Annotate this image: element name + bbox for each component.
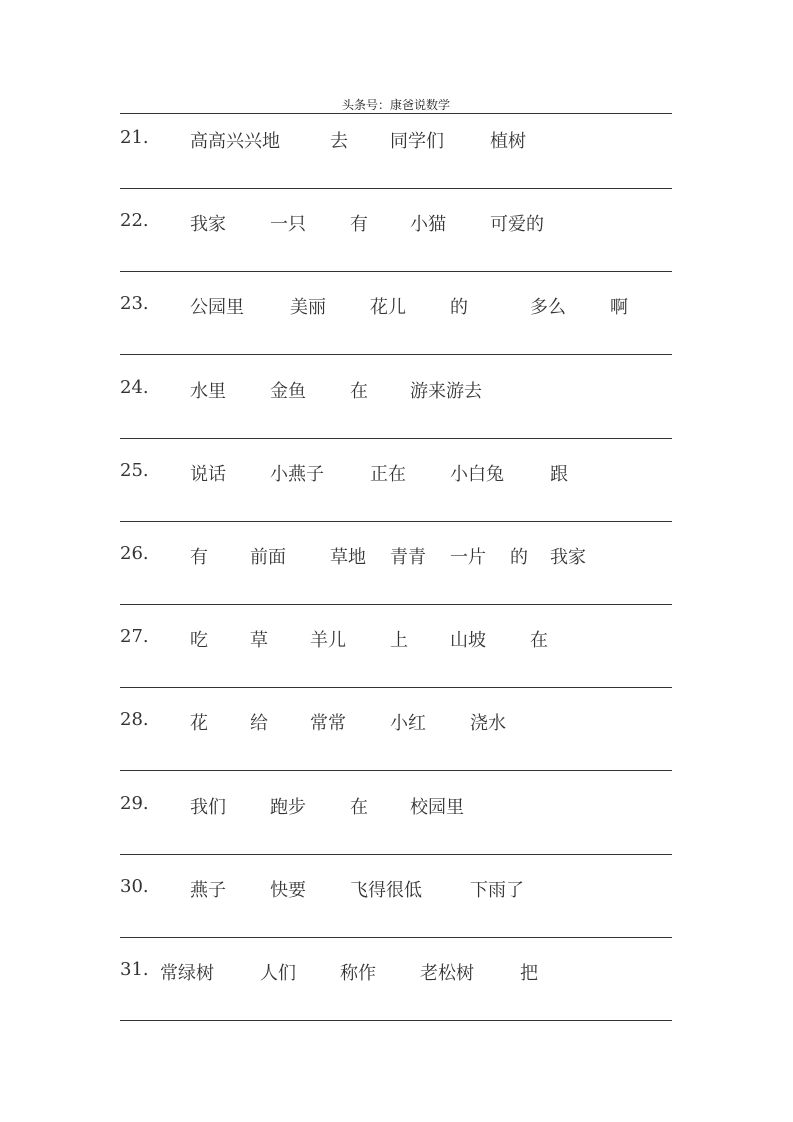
word-chip: 游来游去 <box>410 380 482 402</box>
answer-line <box>120 770 672 771</box>
word-chip: 上 <box>390 630 408 652</box>
word-chip: 去 <box>330 131 348 152</box>
word-chip: 说话 <box>190 463 226 485</box>
exercise-item <box>0 543 793 567</box>
word-chip: 在 <box>350 380 368 402</box>
word-chip: 多么 <box>530 297 566 319</box>
item-number: 31. <box>120 959 149 980</box>
word-chip: 人们 <box>260 963 296 984</box>
word-chip: 飞得很低 <box>350 879 422 901</box>
item-number: 26. <box>120 543 149 564</box>
word-chip: 有 <box>190 547 208 568</box>
word-chip: 我们 <box>190 796 226 818</box>
word-chip: 快要 <box>270 879 306 901</box>
exercise-item <box>0 959 793 983</box>
item-number: 27. <box>120 626 149 648</box>
item-number: 23. <box>120 293 149 315</box>
word-chip: 称作 <box>340 963 376 984</box>
word-chip: 水里 <box>190 380 226 402</box>
exercise-item <box>0 293 793 317</box>
word-chip: 高高兴兴地 <box>190 131 280 152</box>
word-chip: 青青 <box>390 547 426 568</box>
word-chip: 美丽 <box>290 297 326 319</box>
word-chip: 羊儿 <box>310 630 346 652</box>
word-chip: 吃 <box>190 630 208 652</box>
exercise-item <box>0 127 793 151</box>
answer-line <box>120 188 672 189</box>
item-number: 29. <box>120 792 149 814</box>
word-chip: 我家 <box>190 214 226 236</box>
word-chip: 公园里 <box>190 297 244 319</box>
word-chip: 我家 <box>550 547 586 568</box>
word-chip: 在 <box>350 796 368 818</box>
word-chip: 燕子 <box>190 879 226 901</box>
exercise-item <box>0 377 793 401</box>
word-chip: 花 <box>190 713 208 735</box>
header-rule <box>120 113 672 114</box>
exercise-item <box>0 210 793 234</box>
word-chip: 老松树 <box>420 963 474 984</box>
word-chip: 植树 <box>490 131 526 152</box>
exercise-item <box>0 460 793 484</box>
word-chip: 下雨了 <box>470 879 524 901</box>
word-chip: 金鱼 <box>270 380 306 402</box>
item-number: 24. <box>120 376 149 398</box>
word-chip: 山坡 <box>450 630 486 652</box>
word-chip: 校园里 <box>410 796 464 818</box>
word-chip: 浇水 <box>470 713 506 735</box>
exercise-item <box>0 793 793 817</box>
answer-line <box>120 271 672 272</box>
page-header: 头条号：康爸说数学 <box>341 98 450 112</box>
word-chip: 正在 <box>370 463 406 485</box>
word-chip: 常绿树 <box>160 963 214 984</box>
word-chip: 花儿 <box>370 297 406 319</box>
answer-line <box>120 604 672 605</box>
answer-line <box>120 354 672 355</box>
word-chip: 小红 <box>390 713 426 735</box>
word-chip: 啊 <box>610 297 628 319</box>
answer-line <box>120 937 672 938</box>
word-chip: 小猫 <box>410 214 446 236</box>
word-chip: 在 <box>530 630 548 652</box>
word-chip: 常常 <box>310 713 346 735</box>
word-chip: 跑步 <box>270 796 306 818</box>
word-chip: 把 <box>520 963 538 984</box>
answer-line <box>120 1020 672 1021</box>
exercise-item <box>0 876 793 900</box>
word-chip: 小白兔 <box>450 463 504 485</box>
answer-line <box>120 438 672 439</box>
word-chip: 给 <box>250 713 268 735</box>
answer-line <box>120 521 672 522</box>
item-number: 25. <box>120 459 149 481</box>
item-number: 21. <box>120 127 149 148</box>
word-chip: 一只 <box>270 214 306 236</box>
word-chip: 的 <box>450 297 468 319</box>
word-chip: 草 <box>250 630 268 652</box>
word-chip: 可爱的 <box>490 214 544 236</box>
answer-line <box>120 687 672 688</box>
word-chip: 跟 <box>550 463 568 485</box>
exercise-item <box>0 626 793 650</box>
word-chip: 的 <box>510 547 528 568</box>
word-chip: 一片 <box>450 547 486 568</box>
word-chip: 有 <box>350 214 368 236</box>
word-chip: 同学们 <box>390 131 444 152</box>
exercise-item <box>0 709 793 733</box>
word-chip: 草地 <box>330 547 366 568</box>
answer-line <box>120 854 672 855</box>
word-chip: 前面 <box>250 547 286 568</box>
item-number: 28. <box>120 709 149 731</box>
item-number: 22. <box>120 210 149 232</box>
word-chip: 小燕子 <box>270 463 324 485</box>
item-number: 30. <box>120 875 149 897</box>
